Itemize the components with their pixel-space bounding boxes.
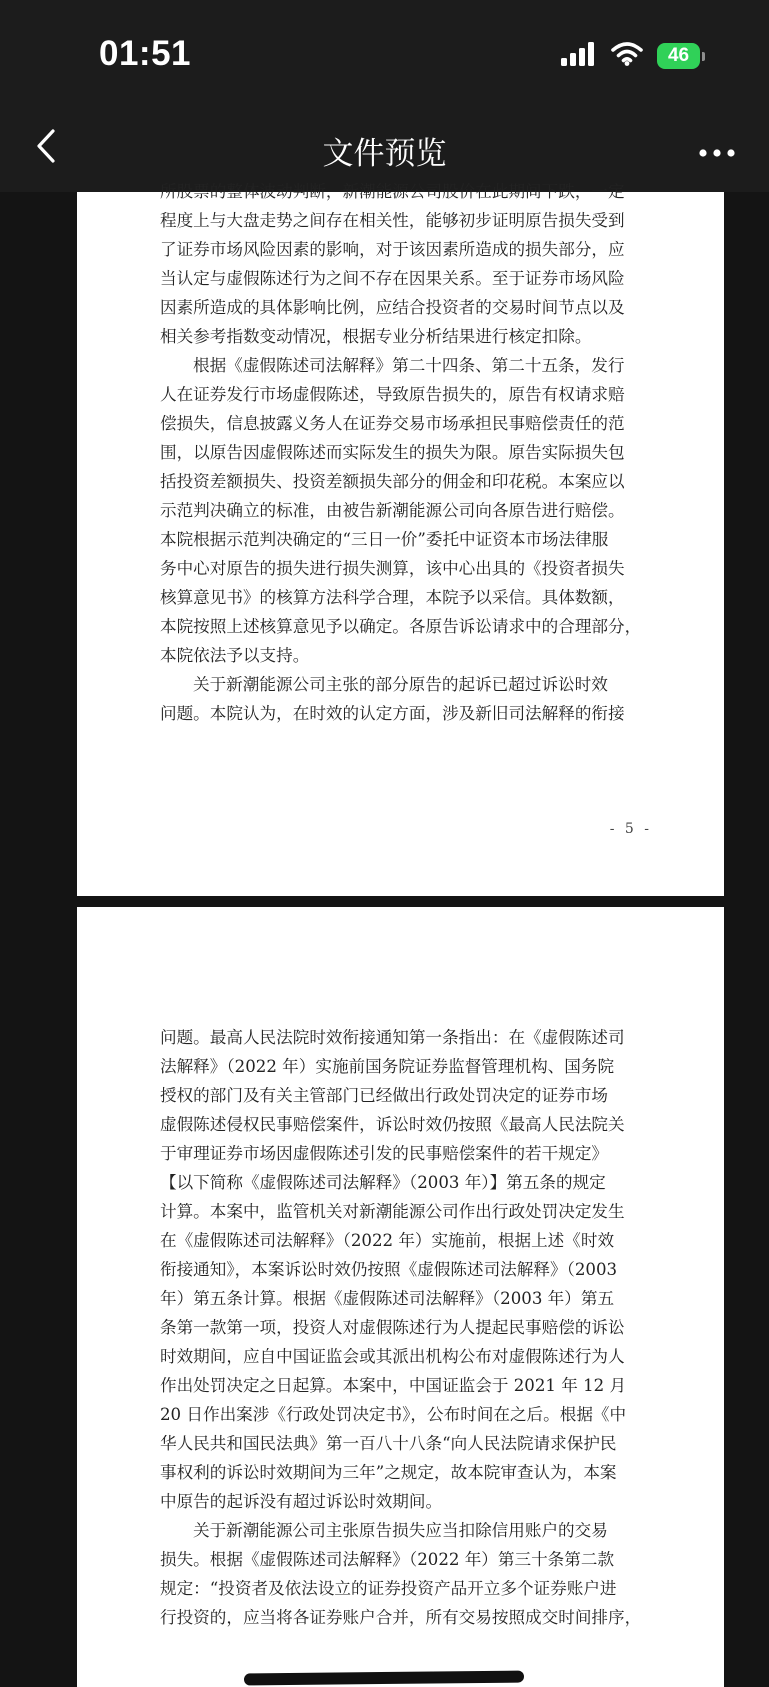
text-line: 务中心对原告的损失进行损失测算，该中心出具的《投资者损失	[160, 559, 625, 578]
text-line: 衔接通知》，本案诉讼时效仍按照《虚假陈述司法解释》（2003	[160, 1260, 618, 1279]
redaction-mark	[244, 1671, 524, 1686]
more-options-button[interactable]	[695, 134, 739, 168]
text-line: 根据《虚假陈述司法解释》第二十四条、第二十五条，发行	[193, 356, 625, 375]
battery-icon	[657, 43, 705, 69]
text-line: 事权利的诉讼时效期间为三年”之规定，故本院审查认为，本案	[160, 1463, 617, 1482]
text-line: 因素所造成的具体影响比例，应结合投资者的交易时间节点以及	[160, 298, 625, 317]
text-line: 了证券市场风险因素的影响，对于该因素所造成的损失部分，应	[160, 240, 625, 259]
text-line: 本院根据示范判决确定的“三日一价”委托中证资本市场法律服	[160, 530, 609, 549]
text-line: 条第一款第一项，投资人对虚假陈述行为人提起民事赔偿的诉讼	[160, 1318, 625, 1337]
text-line: 括投资差额损失、投资差额损失部分的佣金和印花税。本案应以	[160, 472, 625, 491]
page-number: - 5 -	[609, 821, 652, 837]
text-line: 【以下简称《虚假陈述司法解释》（2003 年）】第五条的规定	[160, 1173, 606, 1192]
text-line: 本院依法予以支持。	[160, 646, 310, 665]
text-line: 关于新潮能源公司主张的部分原告的起诉已超过诉讼时效	[193, 675, 608, 694]
text-line: 核算意见书》的核算方法科学合理，本院予以采信。具体数额，	[160, 588, 625, 607]
text-line: 损失。根据《虚假陈述司法解释》（2022 年）第三十条第二款	[160, 1550, 615, 1569]
text-line: 虚假陈述侵权民事赔偿案件，诉讼时效仍按照《最高人民法院关	[160, 1115, 625, 1134]
text-line: 程度上与大盘走势之间存在相关性，能够初步证明原告损失受到	[160, 211, 625, 230]
text-line: 于审理证券市场因虚假陈述引发的民事赔偿案件的若干规定》	[160, 1144, 609, 1163]
status-bar	[0, 0, 769, 110]
wifi-icon	[611, 42, 643, 70]
text-line: 人在证券发行市场虚假陈述，导致原告损失的，原告有权请求赔	[160, 385, 625, 404]
text-line: 时效期间，应自中国证监会或其派出机构公布对虚假陈述行为人	[160, 1347, 625, 1366]
text-line: 作出处罚决定之日起算。本案中，中国证监会于 2021 年 12 月	[160, 1376, 627, 1395]
more-dots-icon	[699, 142, 735, 161]
text-line: 行投资的，应当将各证券账户合并，所有交易按照成交时间排序，	[160, 1608, 642, 1627]
text-line: 本院按照上述核算意见予以确定。各原告诉讼请求中的合理部分，	[160, 617, 642, 636]
text-line: 相关参考指数变动情况，根据专业分析结果进行核定扣除。	[160, 327, 592, 346]
text-line: 规定：“投资者及依法设立的证券投资产品开立多个证券账户进	[160, 1579, 617, 1598]
document-page	[77, 907, 724, 1687]
text-line: 法解释》（2022 年）实施前国务院证券监督管理机构、国务院	[160, 1057, 615, 1076]
document-viewer[interactable]	[0, 182, 769, 1665]
text-line: 问题。最高人民法院时效衔接通知第一条指出：在《虚假陈述司	[160, 1028, 625, 1047]
text-line: 示范判决确立的标准，由被告新潮能源公司向各原告进行赔偿。	[160, 501, 625, 520]
text-line: 20 日作出案涉《行政处罚决定书》，公布时间在之后。根据《中	[160, 1405, 627, 1424]
page-title: 文件预览	[322, 136, 447, 172]
text-line: 问题。本院认为，在时效的认定方面，涉及新旧司法解释的衔接	[160, 704, 625, 723]
text-line: 华人民共和国民法典》第一百八十八条“向人民法院请求保护民	[160, 1434, 617, 1453]
text-line: 中原告的起诉没有超过诉讼时效期间。	[160, 1492, 443, 1511]
text-line: 当认定与虚假陈述行为之间不存在因果关系。至于证券市场风险	[160, 269, 625, 288]
text-line: 在《虚假陈述司法解释》（2022 年）实施前，根据上述《时效	[160, 1231, 615, 1250]
cellular-signal-icon	[561, 42, 597, 70]
text-line: 关于新潮能源公司主张原告损失应当扣除信用账户的交易	[193, 1521, 608, 1540]
text-line: 围，以原告因虚假陈述而实际发生的损失为限。原告实际损失包	[160, 443, 625, 462]
battery-level: 46	[657, 43, 700, 69]
text-line: 所股票的整体波动判断，新潮能源公司股价在此期间下跌，一定	[160, 182, 625, 201]
text-line: 偿损失，信息披露义务人在证券交易市场承担民事赔偿责任的范	[160, 414, 625, 433]
text-line: 计算。本案中，监管机关对新潮能源公司作出行政处罚决定发生	[160, 1202, 625, 1221]
text-line: 年）第五条计算。根据《虚假陈述司法解释》（2003 年）第五	[160, 1289, 615, 1308]
document-page	[77, 182, 724, 896]
status-icons	[561, 42, 705, 70]
status-time: 01:51	[99, 34, 192, 73]
text-line: 授权的部门及有关主管部门已经做出行政处罚决定的证券市场	[160, 1086, 609, 1105]
